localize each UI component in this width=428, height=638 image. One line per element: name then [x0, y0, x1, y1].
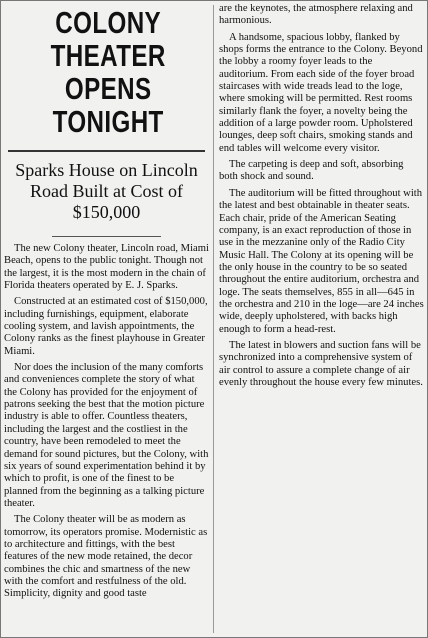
paragraph: The auditorium will be fitted throughout with the latest and best obtainable in theater seats. Each chair, pride of the American Seating company, is an exact reproduction of those in use in the mezzanine only of the Radio City Music Hall. The Colony at its opening will be the only house in the country to be so seated throughout the entire auditorium, orchestra and loge. The seats themselves, 855 in all—645 in the orchestra and 210 in the loge—are 24 inches wide, deeply upholstered, with backs high enough to form a head-rest. [219, 187, 424, 335]
headline-rule [8, 150, 205, 152]
column-divider [213, 5, 214, 633]
paragraph: are the keynotes, the atmosphere relaxing and harmonious. [219, 3, 413, 27]
paragraph: The Colony theater will be as modern as tomorrow, its operators promise. Modernistic as to architecture and fittings, with the best features of the new mode retained, the decor combines the chic and smartness of the new with the comfort and restfulness of the old. Simplicity, dignity and good taste [4, 514, 208, 600]
paragraph: Constructed at an estimated cost of $150,000, including furnishings, equipment, elaborate cooling system, and lavish appointments, the Colony ranks as the finest playhouse in Greater Miami. [4, 296, 208, 357]
paragraph: Nor does the inclusion of the many comforts and conveniences complete the story of what the Colony has provided for the enjoyment of patrons seeking the best that the motion picture industry is able to offer. Countless theaters, including the largest and the costliest in the country, have been remodeled to meet the demand for sound pictures, but the Colony, with six years of sound experimentation behind it by which to profit, is one of the finest to be planned from the beginning as a talking picture theater. [4, 362, 209, 509]
paragraph: The latest in blowers and suction fans will be synchronized into a comprehensive system of air control to assure a complete change of air evenly throughout the house every few minutes. [219, 339, 423, 388]
left-column [4, 3, 209, 635]
paragraph: A handsome, spacious lobby, flanked by shops forms the entrance to the Colony. Beyond the lobby a roomy foyer leads to the auditorium. From each side of the foyer broad staircases with wide treads lead to the loge, where smoking will be permitted. Rest rooms similarly flank the foyer, a novelty being the addition of a large powder room. Upholstered lounges, deep soft chairs, smoking stands and end tables will welcome every visitor. [219, 31, 423, 154]
right-column [219, 3, 424, 635]
headline: COLONY THEATER OPENS TONIGHT [50, 5, 166, 139]
paragraph: The carpeting is deep and soft, absorbing both shock and sound. [219, 159, 404, 183]
subheadline-rule [52, 236, 161, 237]
paragraph: The new Colony theater, Lincoln road, Miami Beach, opens to the public tonight. Though not the largest, it is the most modern in the chain of Florida theaters operated by E. J. Sparks. [4, 243, 209, 292]
subheadline: Sparks House on Lincoln Road Built at Cost of $150,000 [15, 160, 198, 222]
